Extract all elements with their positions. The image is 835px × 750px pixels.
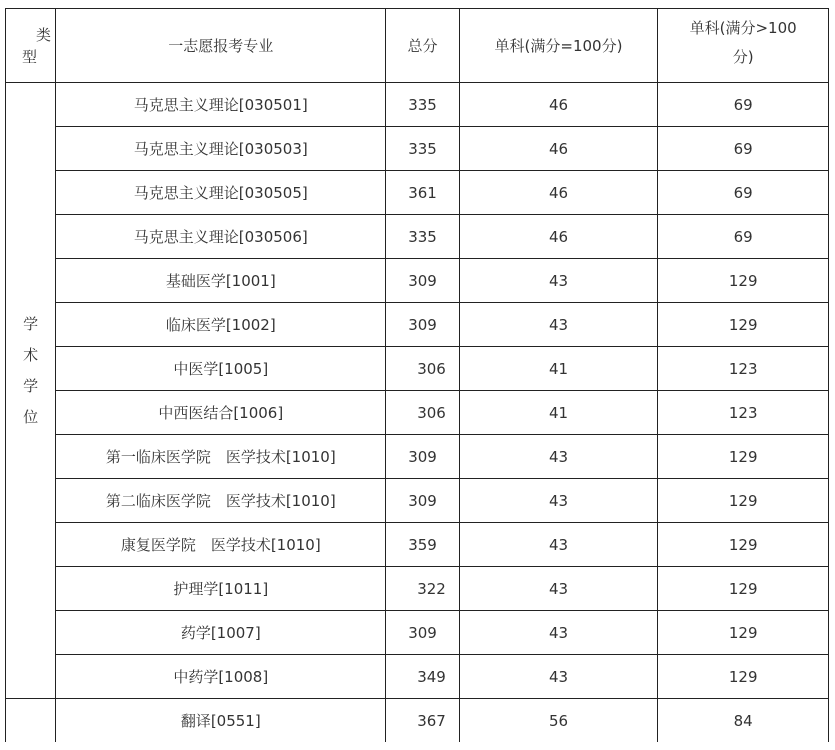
cell-single-gt100: 129 — [658, 655, 829, 699]
cell-major: 中药学[1008] — [56, 655, 386, 699]
cell-major: 翻译[0551] — [56, 699, 386, 743]
cell-single-100: 56 — [459, 699, 658, 743]
table-row — [6, 83, 829, 127]
cell-single-gt100: 123 — [658, 347, 829, 391]
table-row — [6, 611, 829, 655]
cell-major: 第一临床医学院 医学技术[1010] — [56, 435, 386, 479]
table-row — [6, 259, 829, 303]
cell-single-100: 41 — [459, 347, 658, 391]
table-row — [6, 523, 829, 567]
cell-single-100: 43 — [459, 523, 658, 567]
header-type-char: 类 — [36, 25, 52, 44]
cell-total: 322 — [386, 567, 459, 611]
header-single-gt100-line: 单科(满分>100 — [689, 18, 797, 37]
cell-single-gt100: 69 — [658, 83, 829, 127]
group-label-char: 学 — [23, 314, 39, 333]
cell-major: 马克思主义理论[030503] — [56, 127, 386, 171]
cell-total: 335 — [386, 215, 459, 259]
cell-single-100: 43 — [459, 259, 658, 303]
cell-single-gt100: 69 — [658, 215, 829, 259]
header-single-100: 单科(满分=100分) — [459, 9, 658, 83]
table-row — [6, 171, 829, 215]
cell-single-100: 43 — [459, 479, 658, 523]
cell-major: 马克思主义理论[030501] — [56, 83, 386, 127]
cell-total: 367 — [386, 699, 459, 743]
table-row — [6, 303, 829, 347]
cell-single-100: 43 — [459, 611, 658, 655]
group-label-char: 术 — [23, 345, 39, 364]
cell-total: 306 — [386, 391, 459, 435]
cell-single-gt100: 129 — [658, 259, 829, 303]
group-label-next — [6, 699, 56, 743]
cell-single-gt100: 129 — [658, 479, 829, 523]
cell-single-gt100: 84 — [658, 699, 829, 743]
cell-single-100: 46 — [459, 127, 658, 171]
table-row — [6, 699, 829, 743]
cell-single-gt100: 69 — [658, 171, 829, 215]
table-row — [6, 655, 829, 699]
cell-total: 349 — [386, 655, 459, 699]
table-row — [6, 479, 829, 523]
cell-major: 护理学[1011] — [56, 567, 386, 611]
cell-major: 马克思主义理论[030506] — [56, 215, 386, 259]
cell-total: 309 — [386, 259, 459, 303]
cell-major: 临床医学[1002] — [56, 303, 386, 347]
header-type — [6, 9, 56, 83]
cell-total: 309 — [386, 611, 459, 655]
group-label-char: 学 — [23, 376, 39, 395]
cell-single-100: 46 — [459, 83, 658, 127]
table-row — [6, 215, 829, 259]
table-row — [6, 567, 829, 611]
cell-single-gt100: 129 — [658, 435, 829, 479]
cell-total: 361 — [386, 171, 459, 215]
table-row — [6, 347, 829, 391]
cell-single-gt100: 129 — [658, 523, 829, 567]
cell-single-gt100: 129 — [658, 303, 829, 347]
cell-single-gt100: 123 — [658, 391, 829, 435]
header-row — [6, 9, 829, 83]
cell-total: 309 — [386, 303, 459, 347]
cell-major: 药学[1007] — [56, 611, 386, 655]
cell-single-100: 41 — [459, 391, 658, 435]
score-table — [5, 8, 829, 742]
cell-single-100: 46 — [459, 215, 658, 259]
group-label-char: 位 — [23, 407, 39, 426]
cell-single-100: 43 — [459, 435, 658, 479]
cell-total: 335 — [386, 127, 459, 171]
cell-major: 中医学[1005] — [56, 347, 386, 391]
table-row — [6, 391, 829, 435]
cell-major: 中西医结合[1006] — [56, 391, 386, 435]
cell-single-gt100: 129 — [658, 611, 829, 655]
cell-major: 基础医学[1001] — [56, 259, 386, 303]
header-single-gt100 — [658, 9, 829, 83]
cell-single-100: 43 — [459, 655, 658, 699]
cell-total: 306 — [386, 347, 459, 391]
table-row — [6, 435, 829, 479]
header-major: 一志愿报考专业 — [56, 9, 386, 83]
cell-single-gt100: 129 — [658, 567, 829, 611]
header-total: 总分 — [386, 9, 459, 83]
cell-single-100: 46 — [459, 171, 658, 215]
cell-single-100: 43 — [459, 567, 658, 611]
group-label-academic — [6, 83, 56, 699]
cell-single-gt100: 69 — [658, 127, 829, 171]
cell-major: 第二临床医学院 医学技术[1010] — [56, 479, 386, 523]
cell-major: 康复医学院 医学技术[1010] — [56, 523, 386, 567]
cell-total: 309 — [386, 479, 459, 523]
cell-major: 马克思主义理论[030505] — [56, 171, 386, 215]
cell-single-100: 43 — [459, 303, 658, 347]
header-single-gt100-line: 分) — [732, 47, 754, 66]
cell-total: 309 — [386, 435, 459, 479]
header-type-char: 型 — [22, 47, 38, 66]
table-row — [6, 127, 829, 171]
cell-total: 335 — [386, 83, 459, 127]
cell-total: 359 — [386, 523, 459, 567]
